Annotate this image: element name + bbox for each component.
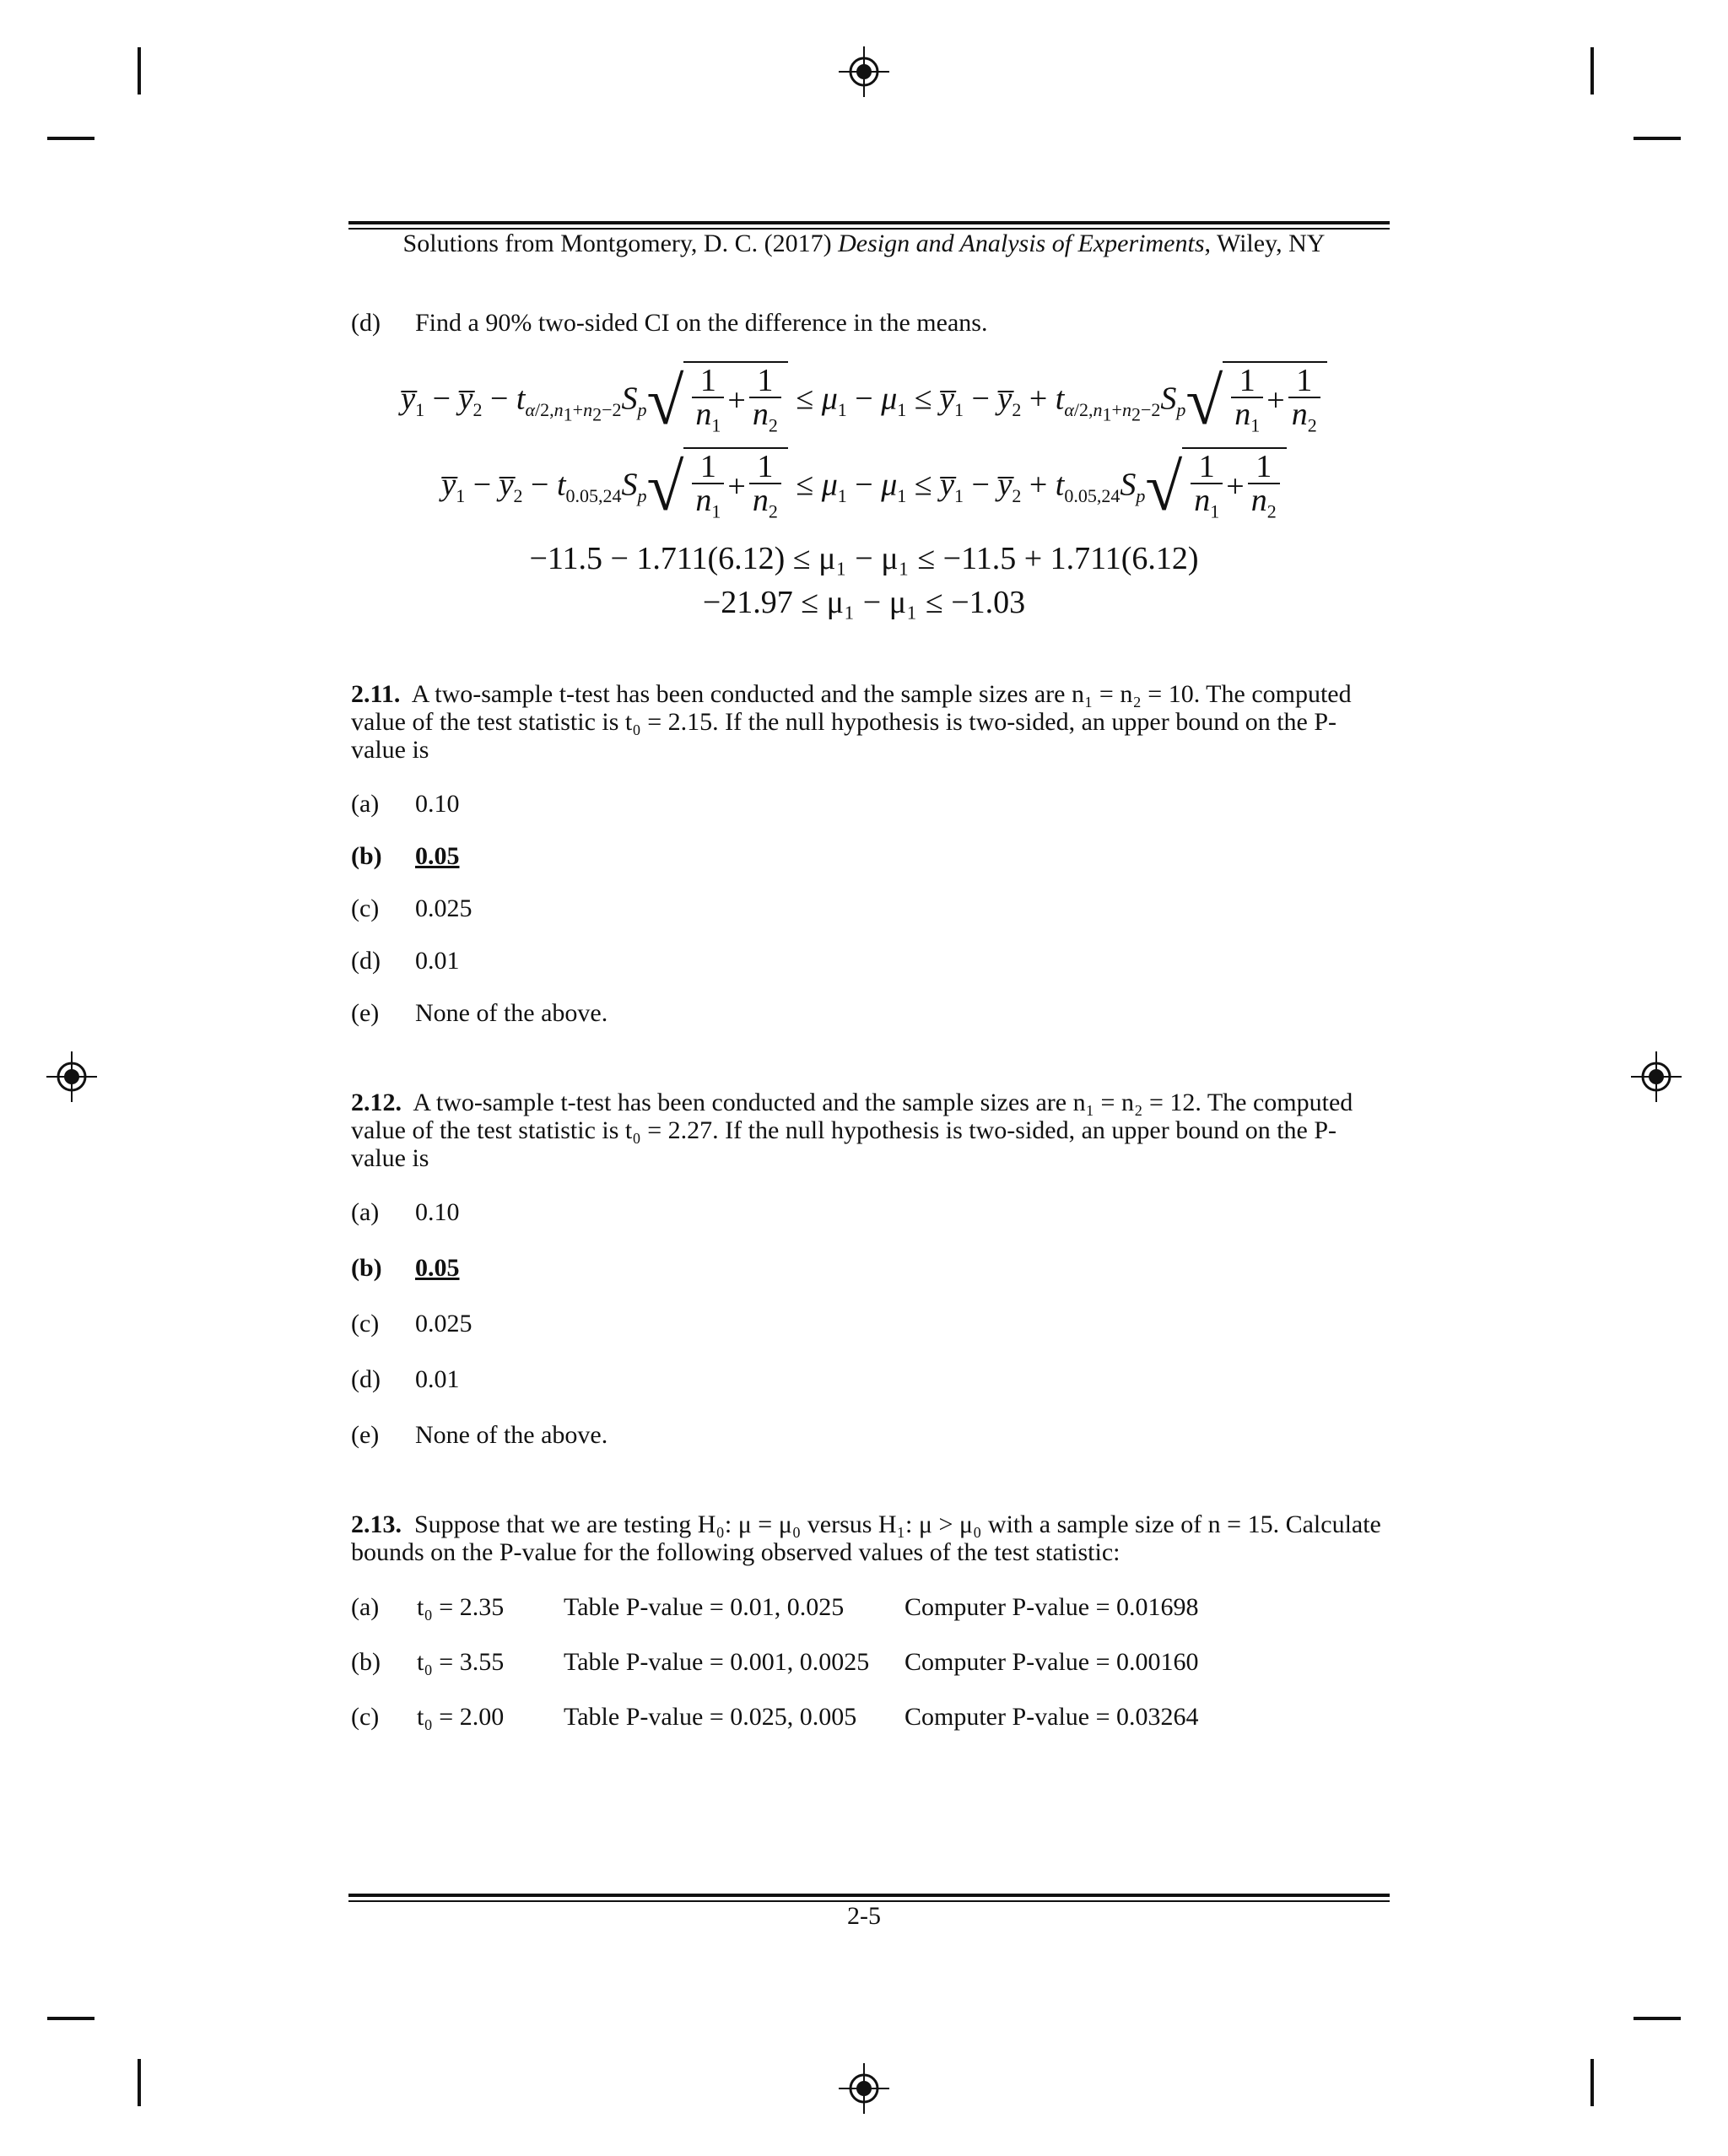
page-number: 2-5: [847, 1902, 881, 1930]
question-2-13: [351, 1510, 1390, 1566]
header-suffix: , Wiley, NY: [1204, 230, 1326, 257]
row-label: (a): [351, 1593, 380, 1621]
question-line: value of the test statistic is t₀ = 2.15. If the null hypothesis is two-sided, an upper bound on the P-: [351, 708, 1337, 736]
crop-mark: [138, 2059, 141, 2106]
crop-mark: [1590, 2059, 1594, 2106]
header-rule: [348, 221, 1390, 230]
row-statistic: t₀ = 2.35: [417, 1593, 505, 1621]
registration-mark-icon: [834, 42, 894, 101]
question-number: 2.13.: [351, 1510, 402, 1538]
row-label: (c): [351, 1703, 380, 1731]
option-label: (e): [351, 1421, 380, 1449]
question-line: value of the test statistic is t₀ = 2.27. If the null hypothesis is two-sided, an upper bound on the P-: [351, 1116, 1337, 1144]
registration-mark-icon: [42, 1047, 101, 1106]
question-line: value is: [351, 736, 429, 764]
option-value: 0.01: [415, 1365, 460, 1393]
ci-equation-numeric: $y̅_1$ − $y̅_2 - t_{0.05,24}S_p√$ $\frac{1}{n_1}$ + $\frac{1}{n_2}$ ≤ $\mu_1 - \mu_1$ ≤ $y̅_1$ − $y̅_2 + t_{0.05,24}S_p√$ $\frac{1}{n_1}$ + $\frac{1}{n_2}$: [0, 447, 1728, 528]
question-line: Suppose that we are testing H₀: μ = μ₀ versus H₁: μ > μ₀ with a sample size of n = 15. Calculate: [414, 1510, 1381, 1538]
question-2-12: [351, 1089, 1390, 1172]
crop-mark: [1634, 2017, 1681, 2020]
part-d-text: Find a 90% two-sided CI on the difference in the means.: [415, 309, 988, 337]
option-value: None of the above.: [415, 999, 608, 1027]
option-value: 0.025: [415, 894, 472, 922]
crop-mark: [1590, 47, 1594, 95]
option-label-correct: (b): [351, 1254, 382, 1282]
question-line: A two-sample t-test has been conducted and the sample sizes are n₁ = n₂ = 10. The computed: [411, 680, 1352, 708]
option-value: None of the above.: [415, 1421, 608, 1449]
ci-equation-general: $y̅_1$ − $y̅_2 - t_{\alpha/2,n_1+n_2-2}S_p√$ $\frac{1}{n_1}$ + $\frac{1}{n_2}$ ≤ $\mu_1 - \mu_1$ ≤ $y̅_1$ − $y̅_2 + t_{\alpha/2,n_1+n_2-2}S_p√$ $\frac{1}{n_1}$ + $\frac{1}{n_2}$: [0, 361, 1728, 442]
option-label: (a): [351, 790, 380, 818]
option-value-correct: 0.05: [415, 1254, 460, 1282]
ci-equation-values: −11.5 − 1.711(6.12) ≤ μ₁ − μ₁ ≤ −11.5 + 1.711(6.12): [529, 541, 1199, 576]
question-line: value is: [351, 1144, 429, 1172]
question-number: 2.12.: [351, 1089, 402, 1116]
option-label: (d): [351, 1365, 381, 1393]
crop-mark: [47, 2017, 94, 2020]
row-label: (b): [351, 1648, 381, 1676]
question-2-11: [351, 680, 1390, 764]
row-computer-pvalue: Computer P-value = 0.03264: [904, 1703, 1199, 1731]
option-label: (a): [351, 1198, 380, 1226]
question-line: A two-sample t-test has been conducted and the sample sizes are n₁ = n₂ = 12. The computed: [413, 1089, 1353, 1116]
option-value: 0.10: [415, 1198, 460, 1226]
option-label: (c): [351, 1310, 380, 1337]
running-header: [0, 230, 1728, 258]
row-statistic: t₀ = 2.00: [417, 1703, 505, 1731]
option-value-correct: 0.05: [415, 842, 460, 870]
row-table-pvalue: Table P-value = 0.025, 0.005: [564, 1703, 857, 1731]
option-label: (e): [351, 999, 380, 1027]
row-table-pvalue: Table P-value = 0.001, 0.0025: [564, 1648, 870, 1676]
option-value: 0.01: [415, 947, 460, 975]
row-computer-pvalue: Computer P-value = 0.00160: [904, 1648, 1199, 1676]
option-value: 0.025: [415, 1310, 472, 1337]
option-label-correct: (b): [351, 842, 382, 870]
header-prefix: Solutions from Montgomery, D. C. (2017): [402, 230, 839, 257]
row-table-pvalue: Table P-value = 0.01, 0.025: [564, 1593, 845, 1621]
row-computer-pvalue: Computer P-value = 0.01698: [904, 1593, 1199, 1621]
option-label: (d): [351, 947, 381, 975]
question-line: bounds on the P-value for the following observed values of the test statistic:: [351, 1538, 1120, 1566]
header-book-title: Design and Analysis of Experiments: [838, 230, 1205, 257]
crop-mark: [1634, 137, 1681, 140]
option-value: 0.10: [415, 790, 460, 818]
footer-rule: [348, 1894, 1390, 1902]
option-label: (c): [351, 894, 380, 922]
row-statistic: t₀ = 3.55: [417, 1648, 505, 1676]
crop-mark: [47, 137, 94, 140]
registration-mark-icon: [834, 2059, 894, 2118]
ci-equation-result: −21.97 ≤ μ₁ − μ₁ ≤ −1.03: [702, 585, 1026, 620]
registration-mark-icon: [1627, 1047, 1686, 1106]
crop-mark: [138, 47, 141, 95]
question-number: 2.11.: [351, 680, 401, 708]
part-d-label: (d): [351, 309, 381, 337]
